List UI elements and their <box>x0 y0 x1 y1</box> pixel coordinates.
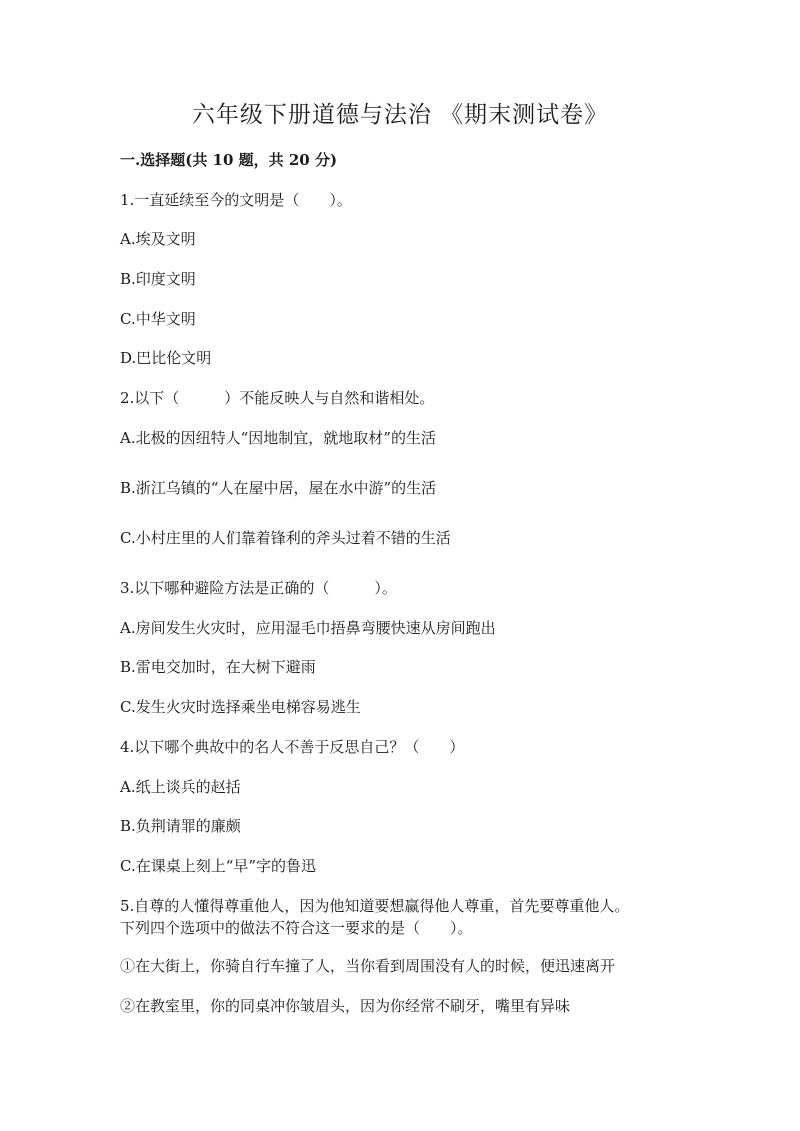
question-2-option-b: B.浙江乌镇的“人在屋中居，屋在水中游”的生活 <box>120 479 437 497</box>
question-2-option-c: C.小村庄里的人们靠着锋利的斧头过着不错的生活 <box>120 529 451 547</box>
question-1-option-c: C.中华文明 <box>120 310 196 328</box>
question-3-option-a: A.房间发生火灾时，应用湿毛巾捂鼻弯腰快速从房间跑出 <box>120 619 496 637</box>
question-1-option-d: D.巴比伦文明 <box>120 349 212 367</box>
question-4-option-a: A.纸上谈兵的赵括 <box>120 778 241 796</box>
question-1-option-b: B.印度文明 <box>120 270 196 288</box>
question-1-option-a: A.埃及文明 <box>120 230 196 248</box>
section-heading: 一.选择题(共 10 题，共 20 分) <box>120 151 338 169</box>
question-5-statement-2: ②在教室里，你的同桌冲你皱眉头，因为你经常不刷牙，嘴里有异味 <box>120 997 571 1015</box>
question-4-option-c: C.在课桌上刻上“早”字的鲁迅 <box>120 857 317 875</box>
question-3-option-c: C.发生火灾时选择乘坐电梯容易逃生 <box>120 698 361 716</box>
question-5-stem-line-2: 下列四个选项中的做法不符合这一要求的是（ ）。 <box>120 919 473 937</box>
question-2-option-a: A.北极的因纽特人“因地制宜，就地取材”的生活 <box>120 429 436 447</box>
question-2-stem: 2.以下（ ）不能反映人与自然和谐相处。 <box>120 389 435 407</box>
page-title: 六年级下册道德与法治 《期末测试卷》 <box>191 102 609 128</box>
question-1-stem: 1.一直延续至今的文明是（ ）。 <box>120 191 352 209</box>
question-5-stem-line-1: 5.自尊的人懂得尊重他人，因为他知道要想赢得他人尊重，首先要尊重他人。 <box>120 897 630 915</box>
question-5-statement-1: ①在大街上，你骑自行车撞了人，当你看到周围没有人的时候，便迅速离开 <box>120 957 616 975</box>
question-4-option-b: B.负荆请罪的廉颇 <box>120 817 241 835</box>
question-3-option-b: B.雷电交加时，在大树下避雨 <box>120 658 316 676</box>
question-4-stem: 4.以下哪个典故中的名人不善于反思自己？（ ） <box>120 738 465 756</box>
question-3-stem: 3.以下哪种避险方法是正确的（ ）。 <box>120 579 397 597</box>
